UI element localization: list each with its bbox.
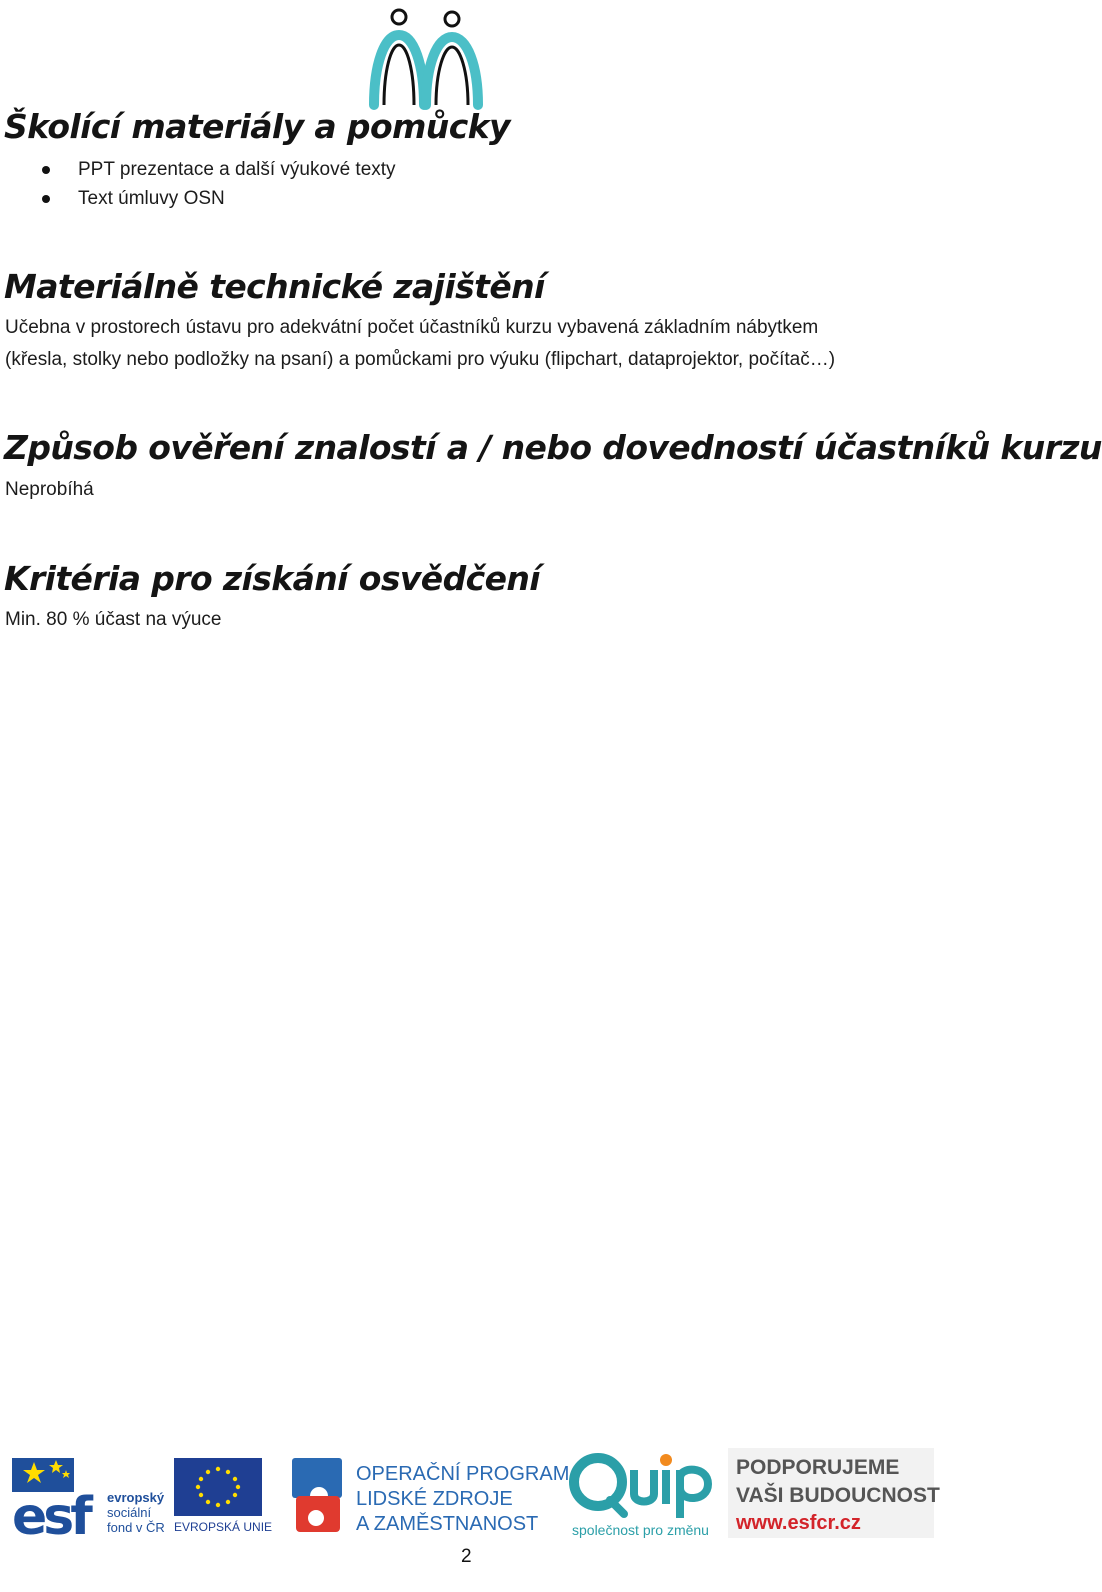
esf-label-2: sociální: [107, 1505, 152, 1520]
eu-logo: [172, 1456, 273, 1536]
oplzz-label-2: LIDSKÉ ZDROJE: [356, 1488, 513, 1510]
oplzz-label-1: OPERAČNÍ PROGRAM: [356, 1463, 570, 1485]
support-url[interactable]: www.esfcr.cz: [736, 1512, 861, 1534]
page-number: 2: [461, 1546, 472, 1567]
support-box: [728, 1448, 940, 1538]
bullet-icon: [42, 166, 50, 174]
list-item: Text úmluvy OSN: [0, 184, 396, 213]
svg-text:esf: esf: [12, 1487, 89, 1547]
quip-logo: [568, 1448, 718, 1540]
esf-label-3: fond v ČR: [107, 1520, 165, 1535]
oplzz-label-3: A ZAMĚSTNANOST: [356, 1513, 539, 1535]
heading-training-materials: Školící materiály a pomůcky: [4, 107, 510, 146]
heading-verification: Způsob ověření znalostí a / nebo dovedností účastníků kurzu: [4, 428, 1102, 467]
esf-label-1: evropský: [107, 1490, 165, 1505]
technical-text-line-2: (křesla, stolky nebo podložky na psaní) a pomůckami pro výuku (flipchart, dataprojektor, počítač…): [5, 349, 836, 370]
list-item: PPT prezentace a další výukové texty: [0, 155, 396, 184]
heading-technical-provision: Materiálně technické zajištění: [4, 267, 545, 306]
materials-list: [0, 155, 396, 213]
criteria-text: Min. 80 % účast na výuce: [5, 609, 222, 630]
verification-text: Neprobíhá: [5, 479, 94, 500]
oplzz-logo: [292, 1456, 570, 1538]
two-people-icon: [366, 5, 486, 107]
support-label-1: PODPORUJEME: [736, 1456, 900, 1479]
bullet-icon: [42, 195, 50, 203]
quip-tagline: společnost pro změnu: [572, 1522, 709, 1538]
technical-text-line-1: Učebna v prostorech ústavu pro adekvátní počet účastníků kurzu vybavená základním nábytkem: [5, 317, 819, 338]
heading-certificate-criteria: Kritéria pro získání osvědčení: [4, 559, 540, 598]
esf-logo: [12, 1456, 172, 1547]
eu-label: EVROPSKÁ UNIE: [174, 1520, 273, 1534]
support-label-2: VAŠI BUDOUCNOST: [736, 1484, 940, 1507]
